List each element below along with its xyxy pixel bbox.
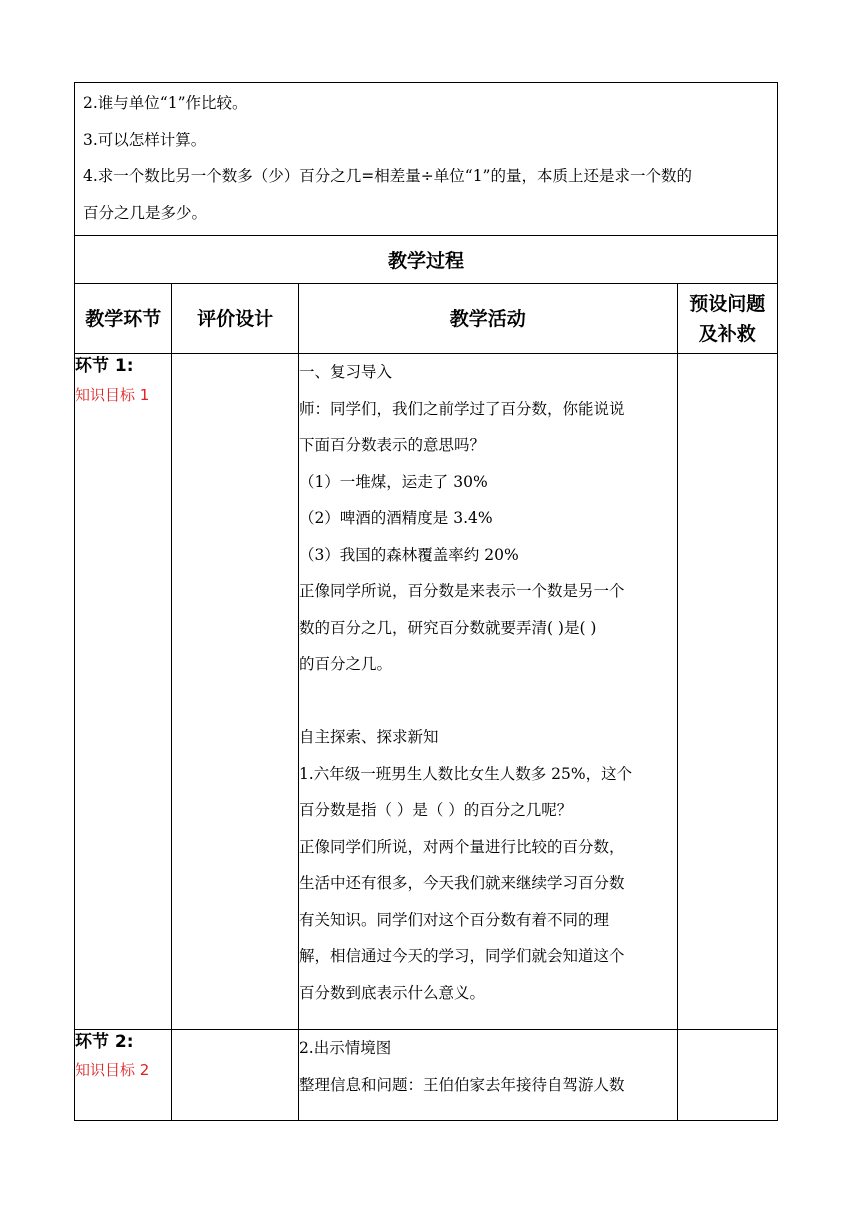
- intro-line: 3.可以怎样计算。: [83, 130, 207, 149]
- header-questions-line1: 预设问题: [689, 292, 766, 315]
- stage2-goal: 知识目标 2: [75, 1061, 150, 1079]
- activity-line: 一、复习导入: [298, 363, 392, 381]
- header-activity: 教学活动: [298, 284, 677, 354]
- activity-blank-line: [299, 683, 677, 720]
- activity-line: 整理信息和问题：王伯伯家去年接待自驾游人数: [298, 1075, 625, 1094]
- activity-line: 的百分之几。: [298, 655, 392, 673]
- stage1-cell: [75, 354, 172, 1030]
- stage2-evaluation-cell: [172, 1030, 299, 1121]
- activity-line: 正像同学所说，百分数是来表示一个数是另一个: [298, 582, 625, 600]
- activity-line: 解，相信通过今天的学习，同学们就会知道这个: [298, 947, 625, 965]
- activity-line: 百分数到底表示什么意义。: [298, 983, 485, 1002]
- activity-line: 下面百分数表示的意思吗？: [298, 436, 485, 454]
- stage1-activity-cell: [298, 354, 677, 1030]
- header-questions-line2: 及补救: [698, 322, 756, 345]
- stage2-activity-cell: [298, 1030, 677, 1121]
- intro-line: 2.谁与单位“1”作比较。: [83, 94, 248, 112]
- intro-cell: [75, 83, 778, 236]
- activity-line: 数的百分之几，研究百分数就要弄清( )是( ): [298, 618, 597, 637]
- header-questions: [677, 284, 777, 354]
- header-stage: 教学环节: [75, 284, 172, 354]
- header-evaluation: 评价设计: [172, 284, 299, 354]
- activity-line: 正像同学们所说，对两个量进行比较的百分数，: [298, 837, 625, 856]
- stage1-label: 环节 1:: [75, 356, 134, 376]
- stage2-questions-cell: [677, 1030, 777, 1121]
- intro-line: 百分之几是多少。: [83, 203, 208, 222]
- lesson-plan-table: [74, 82, 778, 1121]
- activity-line: （1）一堆煤，运走了 30%: [298, 472, 488, 491]
- stage2-cell: [75, 1030, 172, 1121]
- activity-line: （2）啤酒的酒精度是 3.4%: [298, 509, 493, 527]
- activity-line: 生活中还有很多，今天我们就来继续学习百分数: [298, 874, 625, 892]
- activity-line: （3）我国的森林覆盖率约 20%: [298, 545, 519, 564]
- activity-line: 自主探索、探求新知: [298, 728, 439, 746]
- stage2-label: 环节 2:: [75, 1032, 134, 1052]
- activity-line: 百分数是指（ ）是（ ）的百分之几呢？: [298, 801, 573, 819]
- activity-line: 2.出示情境图: [298, 1039, 392, 1057]
- intro-line: 4.求一个数比另一个数多（少）百分之几=相差量÷单位“1”的量，本质上还是求一个数的: [83, 167, 692, 185]
- stage1-questions-cell: [677, 354, 777, 1030]
- activity-line: 1.六年级一班男生人数比女生人数多 25%，这个: [298, 764, 633, 783]
- stage1-evaluation-cell: [172, 354, 299, 1030]
- activity-line: 师：同学们，我们之前学过了百分数，你能说说: [298, 399, 625, 418]
- section-title: 教学过程: [75, 236, 778, 284]
- activity-line: 有关知识。同学们对这个百分数有着不同的理: [298, 910, 609, 929]
- stage1-goal: 知识目标 1: [75, 386, 150, 404]
